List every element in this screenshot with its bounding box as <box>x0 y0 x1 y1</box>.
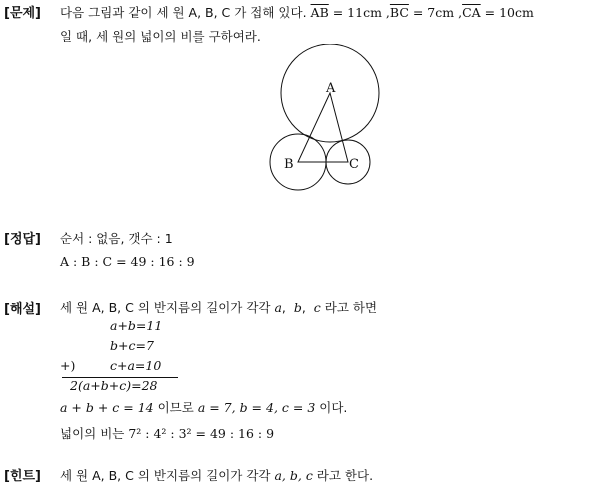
segment-ab-value: = 11cm , <box>328 5 390 20</box>
problem-line-1 <box>60 3 534 21</box>
label-a: A <box>326 81 336 96</box>
solution-intro: 세 원 A, B, C 의 반지름의 길이가 각각 <box>60 300 275 315</box>
segment-ca: $\overline{CA}$ <box>462 5 481 20</box>
result-sum: a + b + c = 14 <box>60 400 154 415</box>
ratio-intro: 넓이의 비는 <box>60 426 129 441</box>
hint-end: 라고 한다. <box>312 468 374 483</box>
segment-bc-value: = 7cm , <box>408 5 463 20</box>
label-b: B <box>284 157 294 172</box>
hint-vars: a, b, c <box>274 468 313 483</box>
problem-line-2: 일 때, 세 원의 넓이의 비를 구하여라. <box>60 29 261 44</box>
result-connector: 이므로 <box>153 400 198 415</box>
solution-result-line <box>60 398 347 416</box>
answer-line-2: A : B : C = 49 : 16 : 9 <box>60 254 195 269</box>
result-end: 이다. <box>315 400 348 415</box>
answer-tag: [정답] <box>4 232 41 247</box>
answer-line-1: 순서 : 없음, 갯수 : 1 <box>60 231 173 246</box>
solution-line-1: 세 원 A, B, C 의 반지름의 길이가 각각 a, b, c 라고 하면 <box>60 300 378 315</box>
var-c: c <box>313 300 321 315</box>
solution-intro-end: 라고 하면 <box>320 300 378 315</box>
sum-equation: 2(a+b+c)=28 <box>70 378 158 393</box>
equation-2: b+c=7 <box>110 338 154 353</box>
hint-line <box>60 466 373 484</box>
problem-tag: [문제] <box>4 6 41 21</box>
plus-sign: +) <box>60 358 76 373</box>
segment-bc: $\overline{BC}$ <box>389 5 409 20</box>
problem-intro: 다음 그림과 같이 세 원 A, B, C 가 접해 있다. <box>60 5 307 20</box>
label-c: C <box>349 157 359 172</box>
var-a: a <box>274 300 282 315</box>
tangent-circles-figure <box>250 44 410 194</box>
var-b: b <box>293 300 302 315</box>
ratio-math: 7² : 4² : 3² = 49 : 16 : 9 <box>128 426 275 441</box>
solution-ratio-line <box>60 424 274 442</box>
hint-tag: [힌트] <box>4 469 41 484</box>
hint-intro: 세 원 A, B, C 의 반지름의 길이가 각각 <box>60 468 275 483</box>
segment-ca-value: = 10cm <box>480 5 534 20</box>
equation-3: c+a=10 <box>110 358 162 373</box>
result-values: a = 7, b = 4, c = 3 <box>197 400 316 415</box>
center-triangle <box>298 93 348 162</box>
solution-tag: [해설] <box>4 302 41 317</box>
segment-ab: $\overline{AB}$ <box>310 5 329 20</box>
equation-1: a+b=11 <box>110 318 163 333</box>
